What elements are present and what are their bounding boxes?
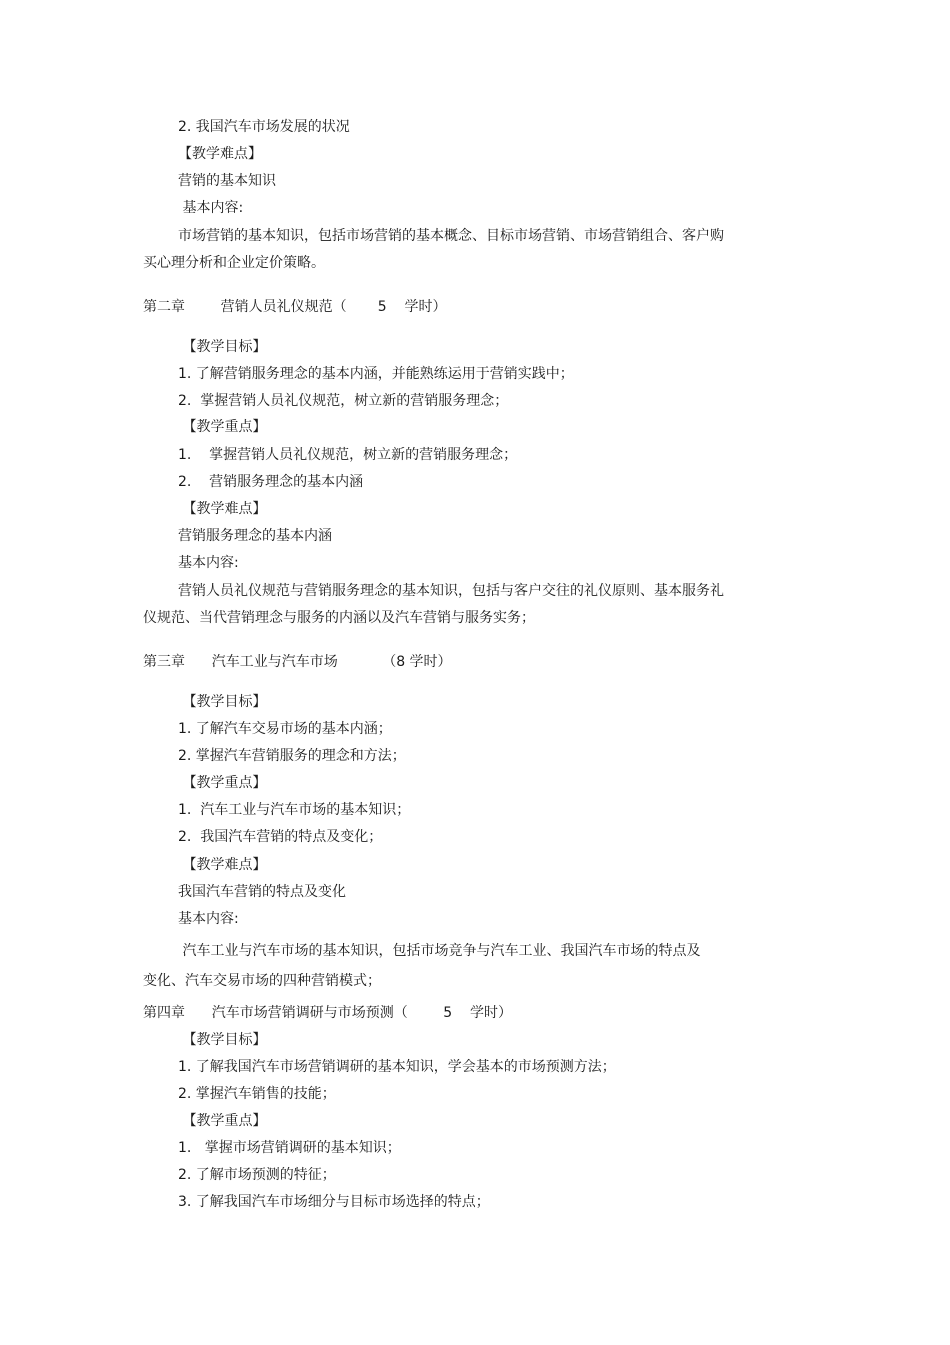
list-item: 1. 了解我国汽车市场营销调研的基本知识，学会基本的市场预测方法； — [178, 1059, 616, 1075]
list-item: 1. 了解营销服务理念的基本内涵，并能熟练运用于营销实践中； — [178, 366, 574, 382]
text-line: 我国汽车营销的特点及变化 — [178, 884, 346, 900]
list-item: 1. 掌握营销人员礼仪规范，树立新的营销服务理念； — [178, 447, 518, 463]
paragraph-line: 仪规范、当代营销理念与服务的内涵以及汽车营销与服务实务； — [143, 610, 535, 626]
list-item: 2. 我国汽车营销的特点及变化； — [178, 829, 383, 845]
text-line: 2. 我国汽车市场发展的状况 — [178, 119, 350, 135]
paragraph-line: 市场营销的基本知识，包括市场营销的基本概念、目标市场营销、市场营销组合、客户购 — [178, 228, 724, 244]
chapter-title: 第二章 营销人员礼仪规范（ 5 学时） — [143, 299, 447, 315]
section-heading: 【教学重点】 — [178, 419, 267, 435]
section-heading: 【教学重点】 — [178, 775, 267, 791]
list-item: 1. 汽车工业与汽车市场的基本知识； — [178, 802, 411, 818]
section-heading: 【教学目标】 — [178, 1032, 267, 1048]
paragraph-line: 买心理分析和企业定价策略。 — [143, 255, 325, 271]
text-line: 基本内容: — [178, 200, 244, 216]
list-item: 1. 了解汽车交易市场的基本内涵； — [178, 721, 392, 737]
list-item: 2. 了解市场预测的特征； — [178, 1167, 336, 1183]
section-heading: 【教学目标】 — [178, 339, 267, 355]
chapter-title: 第三章 汽车工业与汽车市场 （8 学时） — [143, 654, 452, 670]
paragraph-line: 汽车工业与汽车市场的基本知识，包括市场竞争与汽车工业、我国汽车市场的特点及 — [178, 943, 701, 959]
text-line: 营销服务理念的基本内涵 — [178, 528, 332, 544]
text-line: 基本内容: — [178, 911, 239, 927]
paragraph-line: 变化、汽车交易市场的四种营销模式； — [143, 973, 381, 989]
section-heading: 【教学难点】 — [178, 501, 267, 517]
list-item: 1. 掌握市场营销调研的基本知识； — [178, 1140, 401, 1156]
text-line: 基本内容: — [178, 555, 239, 571]
list-item: 3. 了解我国汽车市场细分与目标市场选择的特点； — [178, 1194, 490, 1210]
text-line: 营销的基本知识 — [178, 173, 276, 189]
list-item: 2. 营销服务理念的基本内涵 — [178, 474, 364, 490]
list-item: 2. 掌握汽车销售的技能； — [178, 1086, 336, 1102]
section-heading: 【教学重点】 — [178, 1113, 267, 1129]
list-item: 2. 掌握营销人员礼仪规范，树立新的营销服务理念； — [178, 393, 509, 409]
section-heading: 【教学目标】 — [178, 694, 267, 710]
list-item: 2. 掌握汽车营销服务的理念和方法； — [178, 748, 406, 764]
chapter-title: 第四章 汽车市场营销调研与市场预测（ 5 学时） — [143, 1005, 513, 1021]
section-heading: 【教学难点】 — [178, 146, 262, 162]
section-heading: 【教学难点】 — [178, 857, 267, 873]
paragraph-line: 营销人员礼仪规范与营销服务理念的基本知识，包括与客户交往的礼仪原则、基本服务礼 — [178, 583, 724, 599]
